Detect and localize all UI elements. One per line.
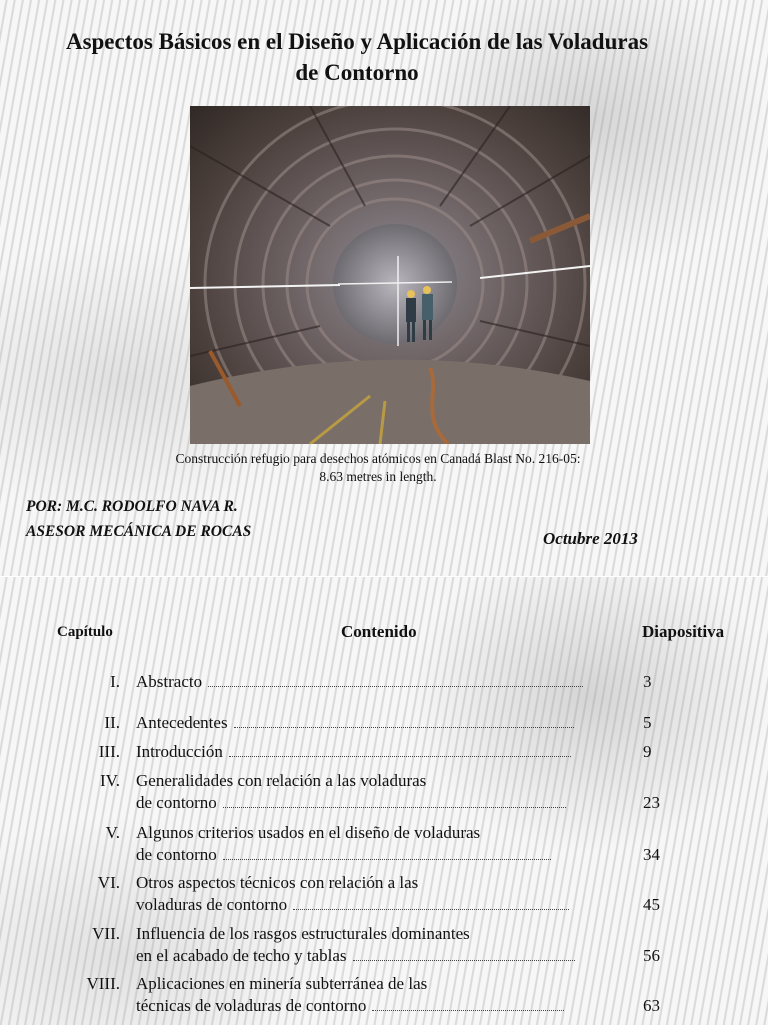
chapter-title-line [136, 844, 551, 866]
author-name: POR: M.C. RODOLFO NAVA R. [26, 498, 238, 515]
tunnel-photo [190, 106, 590, 444]
chapter-title-text: Otros aspectos técnicos con relación a las [136, 873, 419, 892]
dot-leader [353, 959, 575, 961]
chapter-title-text: Aplicaciones en minería subterránea de las [136, 974, 428, 993]
chapter-title-line [136, 822, 480, 844]
document-title [0, 26, 714, 88]
header-chapter: Capítulo [57, 624, 113, 640]
caption-line-1: Construcción refugio para desechos atómicos en Canadá Blast No. 216-05: [175, 451, 581, 466]
chapter-title-text: Influencia de los rasgos estructurales dominantes [136, 924, 470, 943]
slide-number: 56 [643, 946, 660, 965]
chapter-number: VII. [92, 924, 120, 943]
header-slide: Diapositiva [642, 622, 725, 641]
slide-number: 5 [643, 713, 652, 732]
chapter-title-line [136, 770, 426, 792]
chapter-title-line [136, 973, 427, 995]
slide-number: 23 [643, 793, 660, 812]
chapter-title-text: Antecedentes [136, 713, 228, 732]
slide-number: 45 [643, 895, 660, 914]
slide-number: 3 [643, 672, 652, 691]
chapter-title-text: voladuras de contorno [136, 895, 288, 914]
chapter-title-text: en el acabado de techo y tablas [136, 946, 347, 965]
chapter-number: I. [110, 672, 120, 691]
dot-leader [234, 726, 574, 728]
slide-number: 9 [643, 742, 652, 761]
chapter-number: II. [104, 713, 120, 732]
document-date: Octubre 2013 [543, 529, 638, 548]
photo-caption [120, 450, 636, 486]
chapter-title-line [136, 872, 418, 894]
slide-number: 34 [643, 845, 660, 864]
chapter-title-text: Abstracto [136, 672, 203, 691]
chapter-number: VIII. [86, 974, 120, 993]
contents-slide [0, 576, 768, 1025]
chapter-title-line [136, 923, 470, 945]
chapter-title-line [136, 995, 564, 1017]
dot-leader [293, 908, 569, 910]
chapter-title-line [136, 792, 566, 814]
chapter-title-text: Generalidades con relación a las voladuras [136, 771, 427, 790]
dot-leader [229, 755, 571, 757]
dot-leader [223, 858, 551, 860]
chapter-number: III. [98, 742, 120, 761]
dot-leader [372, 1009, 564, 1011]
chapter-number: V. [105, 823, 120, 842]
title-line-1: Aspectos Básicos en el Diseño y Aplicación de las Voladuras [65, 29, 649, 54]
chapter-number: IV. [100, 771, 120, 790]
slide-number: 63 [643, 996, 660, 1015]
caption-line-2: 8.63 metres in length. [319, 469, 437, 484]
chapter-title-text: Algunos criterios usados en el diseño de voladuras [136, 823, 481, 842]
author-role: ASESOR MECÁNICA DE ROCAS [26, 523, 252, 540]
chapter-title-line [136, 945, 575, 967]
dot-leader [223, 806, 566, 808]
header-content: Contenido [341, 622, 417, 641]
chapter-title-line [136, 712, 574, 734]
title-line-2: de Contorno [295, 60, 419, 85]
dot-leader [208, 685, 583, 687]
chapter-title-text: de contorno [136, 793, 217, 812]
chapter-title-text: técnicas de voladuras de contorno [136, 996, 367, 1015]
chapter-number: VI. [97, 873, 120, 892]
tunnel-illustration [190, 106, 590, 444]
chapter-title-text: de contorno [136, 845, 217, 864]
chapter-title-line [136, 741, 571, 763]
chapter-title-line [136, 894, 569, 916]
chapter-title-line [136, 671, 583, 693]
chapter-title-text: Introducción [136, 742, 223, 761]
